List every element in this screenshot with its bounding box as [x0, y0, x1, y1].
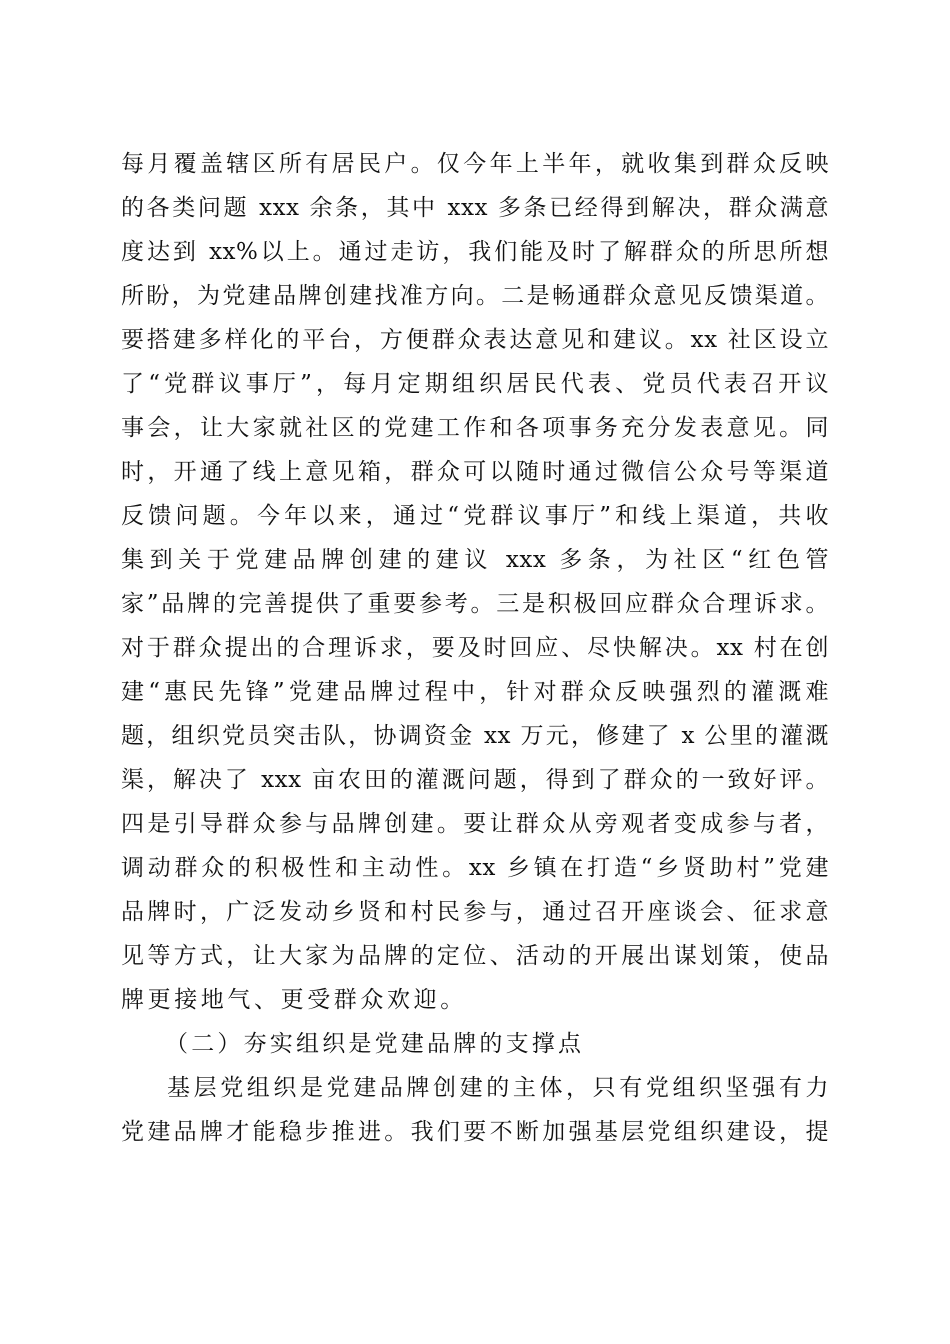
body-text-line: 要搭建多样化的平台，方便群众表达意见和建议。xx 社区设立	[121, 327, 829, 353]
body-text-line: 党建品牌才能稳步推进。我们要不断加强基层党组织建设，提	[121, 1119, 829, 1145]
body-text-line: 基层党组织是党建品牌创建的主体，只有党组织坚强有力	[167, 1075, 829, 1101]
body-text-line: 调动群众的积极性和主动性。xx 乡镇在打造“乡贤助村”党建	[121, 855, 829, 881]
body-text-line: 建“惠民先锋”党建品牌过程中，针对群众反映强烈的灌溉难	[121, 679, 829, 705]
body-text-line: 题，组织党员突击队，协调资金 xx 万元，修建了 x 公里的灌溉	[121, 723, 829, 749]
body-text-line: 所盼，为党建品牌创建找准方向。二是畅通群众意见反馈渠道。	[121, 283, 829, 309]
body-text-line: 四是引导群众参与品牌创建。要让群众从旁观者变成参与者，	[121, 811, 829, 837]
body-text-line: 度达到 xx%以上。通过走访，我们能及时了解群众的所思所想	[121, 239, 829, 265]
body-text-line: 每月覆盖辖区所有居民户。仅今年上半年，就收集到群众反映	[121, 151, 829, 177]
body-text-line: 的各类问题 xxx 余条，其中 xxx 多条已经得到解决，群众满意	[121, 195, 829, 221]
body-text-line: 牌更接地气、更受群众欢迎。	[121, 987, 467, 1013]
body-text-line: 事会，让大家就社区的党建工作和各项事务充分发表意见。同	[121, 415, 829, 441]
body-text-line: 反馈问题。今年以来，通过“党群议事厅”和线上渠道，共收	[121, 503, 829, 529]
body-text-line: 品牌时，广泛发动乡贤和村民参与，通过召开座谈会、征求意	[121, 899, 829, 925]
body-text-line: 见等方式，让大家为品牌的定位、活动的开展出谋划策，使品	[121, 943, 829, 969]
body-text-line: 时，开通了线上意见箱，群众可以随时通过微信公众号等渠道	[121, 459, 829, 485]
body-text-line: 对于群众提出的合理诉求，要及时回应、尽快解决。xx 村在创	[121, 635, 829, 661]
body-text-line: 家”品牌的完善提供了重要参考。三是积极回应群众合理诉求。	[121, 591, 829, 617]
body-text-line: 集到关于党建品牌创建的建议 xxx 多条，为社区“红色管	[121, 547, 829, 573]
section-heading: （二）夯实组织是党建品牌的支撑点	[165, 1031, 585, 1057]
body-text-line: 了“党群议事厅”，每月定期组织居民代表、党员代表召开议	[121, 371, 829, 397]
body-text-line: 渠，解决了 xxx 亩农田的灌溉问题，得到了群众的一致好评。	[121, 767, 829, 793]
